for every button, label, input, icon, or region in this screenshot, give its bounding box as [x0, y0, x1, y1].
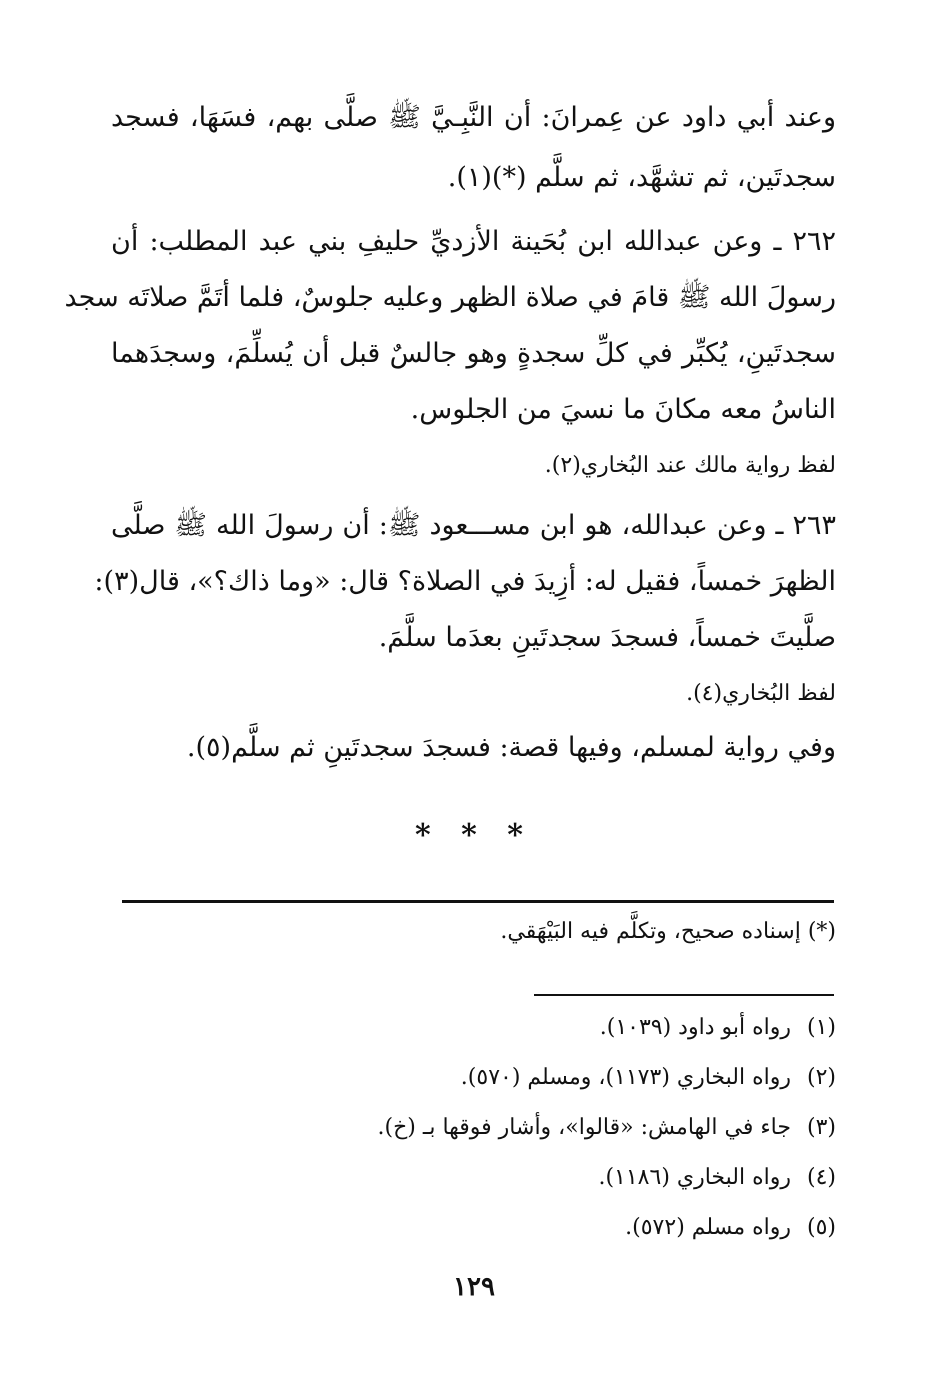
footnote-1	[111, 1012, 836, 1044]
footnote-number: (٥)	[806, 1215, 836, 1240]
footnote-text: جاء في الهامش: «قالوا»، وأشار فوقها بـ (خ).	[377, 1115, 791, 1140]
footnote-divider	[122, 900, 834, 903]
hadith-263-line-1: ٢٦٣ ـ وعن عبدالله، هو ابن مســـعود ﷺ: أن رسولَ الله ﷺ صلَّى	[111, 510, 836, 541]
hadith-263-line-3: صلَّيتَ خمساً، فسجدَ سجدتَينِ بعدَما سلَّمَ.	[378, 622, 836, 653]
hadith-262-line-4: الناسُ معه مكانَ ما نسيَ من الجلوس.	[410, 394, 836, 425]
section-separator-stars: * * *	[415, 818, 533, 853]
footnote-3	[111, 1112, 836, 1144]
footnote-text: رواه البخاري (١١٨٦).	[598, 1165, 791, 1190]
footnote-5	[111, 1212, 836, 1244]
muslim-narration-line: وفي رواية لمسلم، وفيها قصة: فسجدَ سجدتَينِ ثم سلَّم(٥).	[186, 732, 836, 763]
hadith-262-line-2: رسولَ الله ﷺ قامَ في صلاة الظهر وعليه جلوسٌ، فلما أتَمَّ صلاتَه سجد	[64, 282, 836, 313]
hadith-262-line-3: سجدتَينِ، يُكبِّر في كلِّ سجدةٍ وهو جالسٌ قبل أن يُسلِّمَ، وسجدَهما	[111, 338, 836, 369]
footnote-text: رواه البخاري (١١٧٣)، ومسلم (٥٧٠).	[460, 1065, 791, 1090]
footnote-4	[111, 1162, 836, 1194]
footnote-text: رواه أبو داود (١٠٣٩).	[599, 1015, 791, 1040]
hadith-262-line-1: ٢٦٢ ـ وعن عبدالله ابن بُحَينة الأزديِّ حليفِ بني عبد المطلب: أن	[111, 226, 836, 257]
footnote-number: (١)	[806, 1015, 836, 1040]
body-line-1: وعند أبي داود عن عِمرانَ: أن النَّبِـيَّ ﷺ صلَّى بهم، فسَهَا، فسجد	[111, 102, 836, 133]
hadith-263-line-2: الظهرَ خمساً، فقيل له: أزِيدَ في الصلاة؟ قال: «وما ذاك؟»، قال(٣):	[94, 566, 836, 597]
footnote-number: (٣)	[806, 1115, 836, 1140]
footnote-2	[111, 1062, 836, 1094]
page-number: ١٢٩	[453, 1272, 495, 1302]
footnote-number: (٢)	[806, 1065, 836, 1090]
footnote-short-divider	[534, 994, 834, 996]
star-footnote: (*) إسناده صحيح، وتكلَّم فيه البَيْهَقي.	[500, 919, 836, 944]
body-line-2: سجدتَين، ثم تشهَّد، ثم سلَّم (*)(١).	[447, 162, 836, 193]
narration-note-malik: لفظ رواية مالك عند البُخاري(٢).	[544, 453, 836, 478]
footnote-number: (٤)	[806, 1165, 836, 1190]
footnote-text: رواه مسلم (٥٧٢).	[625, 1215, 791, 1240]
narration-note-bukhari: لفظ البُخاري(٤).	[686, 681, 836, 706]
